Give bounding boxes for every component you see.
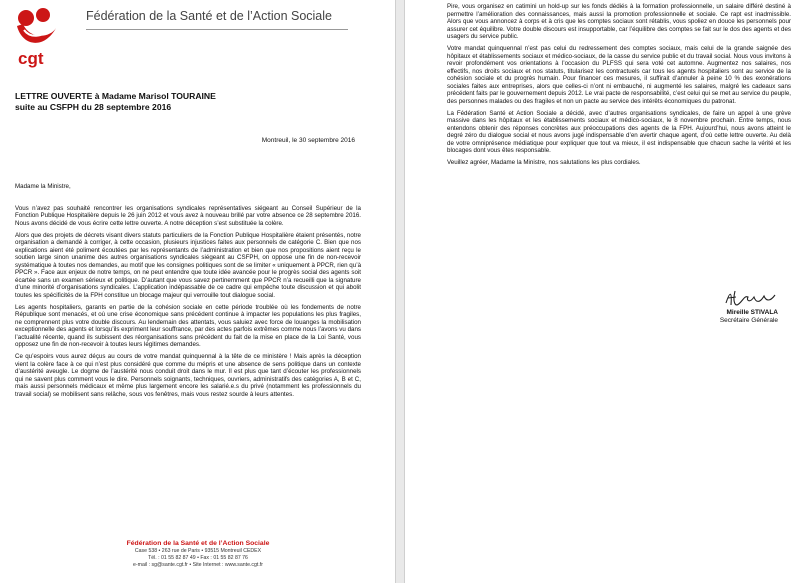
signature-block — [720, 287, 778, 325]
salutation: Madame la Ministre, — [15, 183, 71, 190]
paragraph: Votre mandat quinquennal n’est pas celui du redressement des comptes sociaux, mais celui de la grande saignée des hôpitaux et établissements sociaux et médico-sociaux, de la casse du service public et du travail social. Nous vous invitons à revoir profondément vos orientations à l’occasion du PLFSS qui sera voté cet automne. Augmentez nos salaires, nos effectifs, nos droits sociaux et nos statuts, titularisez les contractuels car tous les agents hospitaliers sont au service de la cohésion sociale et du progrès humain. Pour financer ces mesures, il suffirait d’annuler à peine 10 % des exonérations sociales faites aux entreprises, alors que celles-ci n’ont ni embauché, ni augmenté les salaires, malgré les cadeaux sans précédent faits par le gouvernement depuis 2012. Le vrai pacte de responsabilité, c’est celui qui se met au service du peuple, des personnes malades ou des fragiles et non un pacte au service des intérêts économiques du patronat. — [447, 45, 791, 105]
left-page — [0, 0, 396, 583]
header-divider — [86, 29, 348, 30]
paragraph: Ce qu’espoirs vous aurez déçus au cours de votre mandat quinquennal à la tête de ce ministère ! Mais après la déception vient la colère face à ce qui n’est plus considéré que comme du mépris et une absence de sens politique dans un contexte d’austérité aveugle. Le dogme de l’austérité nous conduit droit dans le mur. Il est plus que tant d’écouter les professionnels qui ne savent plus comment vous le dire. Personnels soignants, techniques, ouvriers, administratifs des catégories A, B et C, mais aussi personnels médicaux et même plus largement encore les salarié.e.s du privé (notamment les professionnels du travail social) se mobilisent sans relâche, sous vos fenêtres, mais vous restez sourde à leurs attentes. — [15, 353, 361, 398]
paragraph: Les agents hospitaliers, garants en partie de la cohésion sociale en cette période troublée où les fondements de notre République sont menacés, et où une crise économique sans précédent continue à impacter les populations les plus fragiles, ne comprennent plus votre double discours. Au lendemain des attentats, vous saluiez avec force de louanges la mobilisation exceptionnelle des agents et lorsqu’ils expriment leur souffrance, par des actes parfois extrêmes comme nous l’avons vu dans l’actualité récente, quand ils subissent des réorganisations sans précédent du fait de la mise en place de la Loi Santé, vous opposez une fin de non-recevoir à toutes leurs légitimes demandes. — [15, 303, 361, 348]
paragraph: Vous n’avez pas souhaité rencontrer les organisations syndicales représentatives siégeant au Conseil Supérieur de la Fonction Publique Hospitalière depuis le 26 juin 2012 et vous avez à nouveau brillé par votre absence ce 28 septembre 2016. Nous avons décidé de vous écrire cette lettre ouverte. A notre déception s’est substituée la colère. — [15, 204, 361, 227]
logo-text: cgt — [18, 49, 44, 68]
footer-address: Case 538 • 263 rue de Paris • 93515 Montreuil CEDEX — [134, 548, 262, 554]
letter-title-line1: LETTRE OUVERTE à Madame Marisol TOURAINE — [15, 91, 216, 101]
paragraph: Alors que des projets de décrets visant divers statuts particuliers de la Fonction Publique Hospitalière étaient présentés, notre organisation a demandé à corriger, à cette occasion, plusieurs injustices faites aux personnels de catégorie C. Bien que nos explications aient été poliment écoutées par les représentants de l’administration et bien que nos propositions aient reçu le soutien large sinon unanime des autres organisations syndicales siégeant au CSFPH, on oppose une fin de non-recevoir systématique à toutes nos demandes, au motif que les consignes politiques sont de se limiter « uniquement à PPCR, rien qu’à PPCR ». Face aux enjeux de notre temps, on ne peut entendre que toute idée avancée pour le progrès social des agents soit écartée sans un examen sérieux et politique. D’autant que vous savez pertinemment que PPCR n’a recueilli que la signature d’une minorité d’organisations syndicales. L’application indépassable de ce cadre qui empêche toute discussion et qui abolit toutes les spécificités de la FPH constitue un blocage majeur qui verrouille tout dialogue social. — [15, 231, 362, 299]
right-page — [404, 0, 801, 583]
closing: Veuillez agréer, Madame la Ministre, nos salutations les plus cordiales. — [447, 159, 641, 166]
left-body — [15, 183, 361, 403]
footer — [0, 540, 396, 569]
paragraph: Pire, vous organisez en catimini un hold-up sur les fonds dédiés à la formation professionnelle, un salaire différé destiné à permettre l’amélioration des connaissances, mais aussi la promotion professionnelle et sociale. Ce rapt est inadmissible. Alors que vous annoncez à corps et à cris que les comptes sociaux sont rétablis, vous spoliez en douce les personnels pour assurer cet équilibre. Votre double discours est insupportable, car l’équilibre des comptes se fait sur le dos des agents et des usagers du service public. — [447, 3, 791, 40]
place-date: Montreuil, le 30 septembre 2016 — [261, 137, 355, 144]
signer-name: Mireille STIVALA — [726, 309, 778, 316]
letter-title-line2: suite au CSFPH du 28 septembre 2016 — [15, 102, 172, 112]
footer-title: Fédération de la Santé et de l’Action Sociale — [126, 540, 270, 547]
footer-phone: Tél. : 01 55 82 87 49 • Fax : 01 55 82 87 76 — [148, 555, 248, 561]
handwritten-signature — [722, 287, 778, 309]
footer-contact: e-mail : sg@sante.cgt.fr • Site Internet : www.sante.cgt.fr — [133, 562, 263, 568]
org-title: Fédération de la Santé et de l’Action Sociale — [86, 9, 332, 23]
cgt-logo — [10, 6, 62, 68]
signer-role: Secrétaire Générale — [719, 317, 778, 324]
paragraph: La Fédération Santé et Action Sociale a décidé, avec d’autres organisations syndicales, de faire un appel à une grève massive dans les hôpitaux et les établissements sociaux et médico-sociaux, le 8 novembre prochain. Entre temps, nous entendons obtenir des réponses concrètes aux préoccupations des agents de la FPH. Aujourd’hui, nous avons atteint le degré zéro du dialogue social et nous avons jugé indispensable d’en avertir chaque agent, d’où cette lettre ouverte. Au delà de votre omniprésence médiatique pour expliquer que tout va mieux, il est indispensable que chacun sache la vérité et les blocages dont vous êtes responsable. — [447, 109, 791, 154]
letter-title — [15, 91, 216, 113]
right-body — [447, 3, 791, 171]
